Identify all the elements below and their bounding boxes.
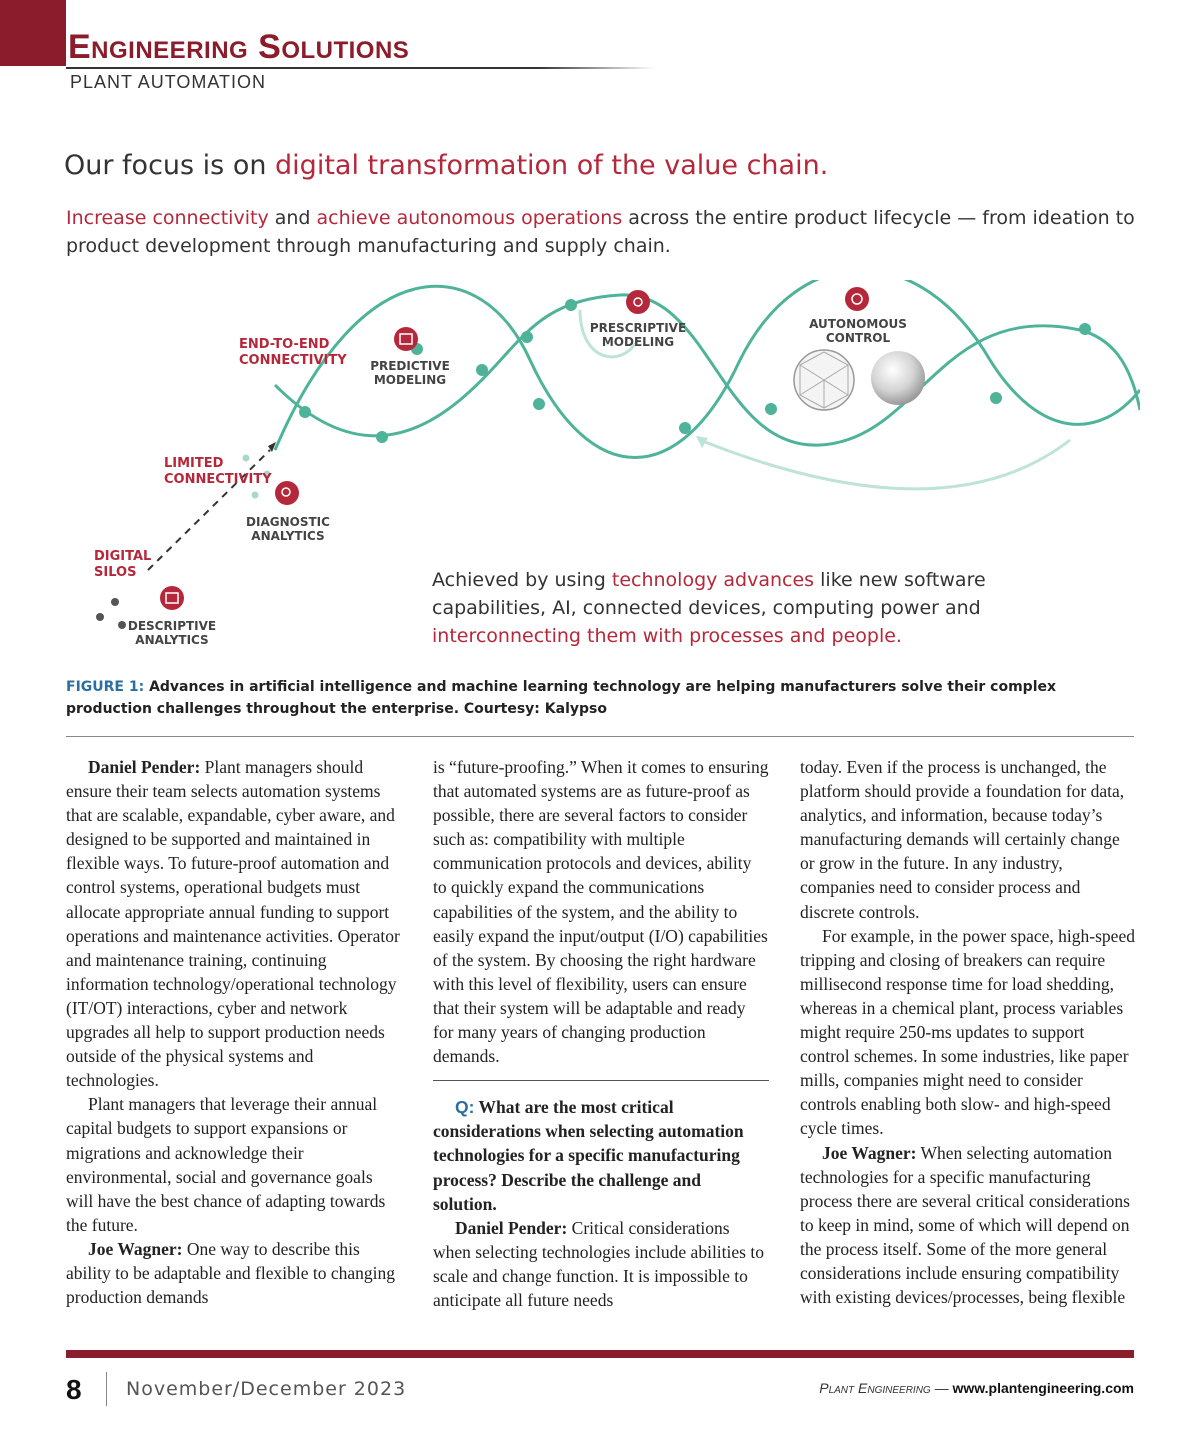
helix-node xyxy=(533,398,545,410)
figure-headline xyxy=(64,150,1144,181)
paragraph xyxy=(66,755,402,1092)
prescriptive-modeling-icon xyxy=(626,290,650,314)
website-link[interactable]: www.plantengineering.com xyxy=(952,1380,1134,1396)
helix-node xyxy=(299,406,311,418)
section-title: Engineering Solutions xyxy=(68,28,410,66)
label-diagnostic-line2: ANALYTICS xyxy=(251,529,325,543)
paragraph-text: One way to describe this ability to be adaptable and flexible to changing production demands xyxy=(66,1238,395,1308)
section-subtitle: PLANT AUTOMATION xyxy=(70,72,267,92)
helix-node xyxy=(765,403,777,415)
figure-achieved-text xyxy=(432,566,1072,650)
label-autonomous-line2: CONTROL xyxy=(825,331,891,345)
article-column-2 xyxy=(433,755,769,1312)
figure-caption xyxy=(66,676,1134,720)
achieved-middle: like new software capabilities, AI, connected devices, computing power and xyxy=(432,569,986,619)
paragraph: For example, in the power space, high-speed tripping and closing of breakers can require millisecond response time for load shedding, whereas in a chemical plant, process variables might require 250-ms updates to support control schemes. In some industries, like paper mills, companies might need to consider controls enabling both slow- and high-speed cycle times. xyxy=(800,925,1135,1139)
helix-node xyxy=(376,431,388,443)
helix-node xyxy=(565,299,577,311)
diagnostic-analytics-icon xyxy=(275,481,299,505)
autonomous-control-icon xyxy=(845,287,869,311)
label-digital-silos: DIGITAL xyxy=(94,549,152,564)
paragraph xyxy=(433,1216,769,1312)
label-end-to-end-line2: CONNECTIVITY xyxy=(239,353,347,368)
descriptive-analytics-icon xyxy=(160,586,184,610)
figure-subheadline xyxy=(66,204,1146,260)
label-predictive-line2: MODELING xyxy=(373,373,447,387)
paragraph xyxy=(66,1237,402,1309)
caption-text: Advances in artificial intelligence and machine learning technology are helping manufacturers solve their complex production challenges throughout the enterprise. Courtesy: Kalypso xyxy=(66,679,1057,717)
caption-rule xyxy=(66,736,1134,737)
speaker-name: Daniel Pender: xyxy=(88,757,201,777)
predictive-modeling-icon xyxy=(394,327,418,351)
label-prescriptive: PRESCRIPTIVE xyxy=(589,321,687,335)
footer-dash: — xyxy=(930,1380,953,1396)
paragraph: today. Even if the process is unchanged, the platform should provide a foundation for data, analytics, and information, because today’s manufacturing demands will certainly change or grow in the future. In any industry, companies need to consider process and discrete controls. xyxy=(800,757,1125,922)
article-column-3 xyxy=(800,755,1136,1309)
feedback-arrow-long xyxy=(700,440,1070,489)
achieved-highlight-1: technology advances xyxy=(611,569,815,591)
paragraph: Plant managers that leverage their annual capital budgets to support expansions or migrations and acknowledge their environmental, social and governance goals will have the best chance of adapting towards the future. xyxy=(66,1094,386,1235)
figure-headline-prefix: Our focus is on xyxy=(64,150,276,181)
silo-dot xyxy=(118,621,126,629)
issue-date: November/December 2023 xyxy=(126,1378,407,1400)
page-number: 8 xyxy=(66,1374,82,1405)
helix-node xyxy=(990,392,1002,404)
label-autonomous: AUTONOMOUS xyxy=(809,317,907,331)
label-limited-connectivity: LIMITED xyxy=(164,456,224,471)
label-predictive: PREDICTIVE xyxy=(370,359,450,373)
speaker-name: Joe Wagner: xyxy=(88,1238,183,1259)
achieved-highlight-2: interconnecting them with processes and people. xyxy=(432,625,902,647)
helix-node xyxy=(1079,323,1091,335)
label-limited-connectivity-line2: CONNECTIVITY xyxy=(164,472,272,487)
helix-node xyxy=(521,331,533,343)
figure-sub-and: and xyxy=(268,207,317,229)
label-descriptive: DESCRIPTIVE xyxy=(127,619,217,633)
paragraph: is “future-proofing.” When it comes to ensuring that automated systems are as future-proof as possible, there are several factors to consider such as: compatibility with multiple communication protocols and devices, ability to quickly expand the communications capabilities of the system, and the ability to easily expand the input/output (I/O) capabilities of the system. By choosing the right hardware with this level of flexibility, users can ensure that their system will be adaptable and ready for many years of changing production demands. xyxy=(433,757,769,1067)
solid-sphere-icon xyxy=(871,351,925,405)
figure-headline-highlight: digital transformation of the value chain. xyxy=(275,150,829,181)
title-rule xyxy=(66,67,656,69)
magazine-credit xyxy=(819,1380,1134,1396)
silo-dot xyxy=(96,613,104,621)
speaker-name: Daniel Pender: xyxy=(455,1217,568,1238)
helix-node xyxy=(679,422,691,434)
label-prescriptive-line2: MODELING xyxy=(601,335,675,349)
figure-sub-highlight-1: Increase connectivity xyxy=(66,207,269,229)
magazine-name: Plant Engineering xyxy=(819,1380,931,1396)
footer-bar xyxy=(66,1350,1134,1358)
paragraph-text: Critical considerations when selecting technologies include abilities to scale and change function. It is impossible to anticipate all future needs xyxy=(433,1217,764,1310)
question-label: Q: xyxy=(455,1097,475,1118)
paragraph xyxy=(800,1141,1136,1310)
label-end-to-end: END-TO-END xyxy=(239,337,330,352)
helix-node xyxy=(476,364,488,376)
speaker-name: Joe Wagner: xyxy=(822,1142,917,1163)
figure-sub-rest: across the entire product lifecycle — from ideation to product development through manufacturing and supply chain. xyxy=(66,207,1135,257)
figure-sub-highlight-2: achieve autonomous operations xyxy=(316,207,623,229)
footer-separator xyxy=(106,1372,107,1406)
connectivity-dot xyxy=(252,492,259,499)
connectivity-dot xyxy=(243,455,250,462)
paragraph-text: When selecting automation technologies for a specific manufacturing process there are several critical considerations to keep in mind, some of which will depend on the process itself. Some of the more general considerations include ensuring compatibility with existing devices/processes, being flexible xyxy=(800,1142,1130,1308)
question-rule xyxy=(433,1080,769,1081)
label-descriptive-line2: ANALYTICS xyxy=(135,633,209,647)
label-diagnostic: DIAGNOSTIC xyxy=(246,515,330,529)
section-corner-block xyxy=(0,0,66,66)
label-digital-silos-line2: SILOS xyxy=(94,565,137,580)
caption-label: FIGURE 1: xyxy=(66,679,145,695)
article-column-1 xyxy=(66,755,402,1309)
silo-dot xyxy=(111,598,119,606)
paragraph-text: Plant managers should ensure their team selects automation systems that are scalable, expandable, cyber aware, and designed to be supported and maintained in flexible ways. To future-proof automation and control systems, operational budgets must allocate appropriate annual funding to support operations and maintenance activities. Operator and maintenance training, continuing information technology/operational technology (IT/OT) interactions, cyber and network upgrades all help to support production needs outside of the physical systems and technologies. xyxy=(66,757,400,1091)
question-text: What are the most critical considerations when selecting automation technologies for a specific manufacturing process? Describe the challenge and solution. xyxy=(433,1097,744,1214)
achieved-prefix: Achieved by using xyxy=(432,569,612,591)
question xyxy=(433,1095,769,1215)
